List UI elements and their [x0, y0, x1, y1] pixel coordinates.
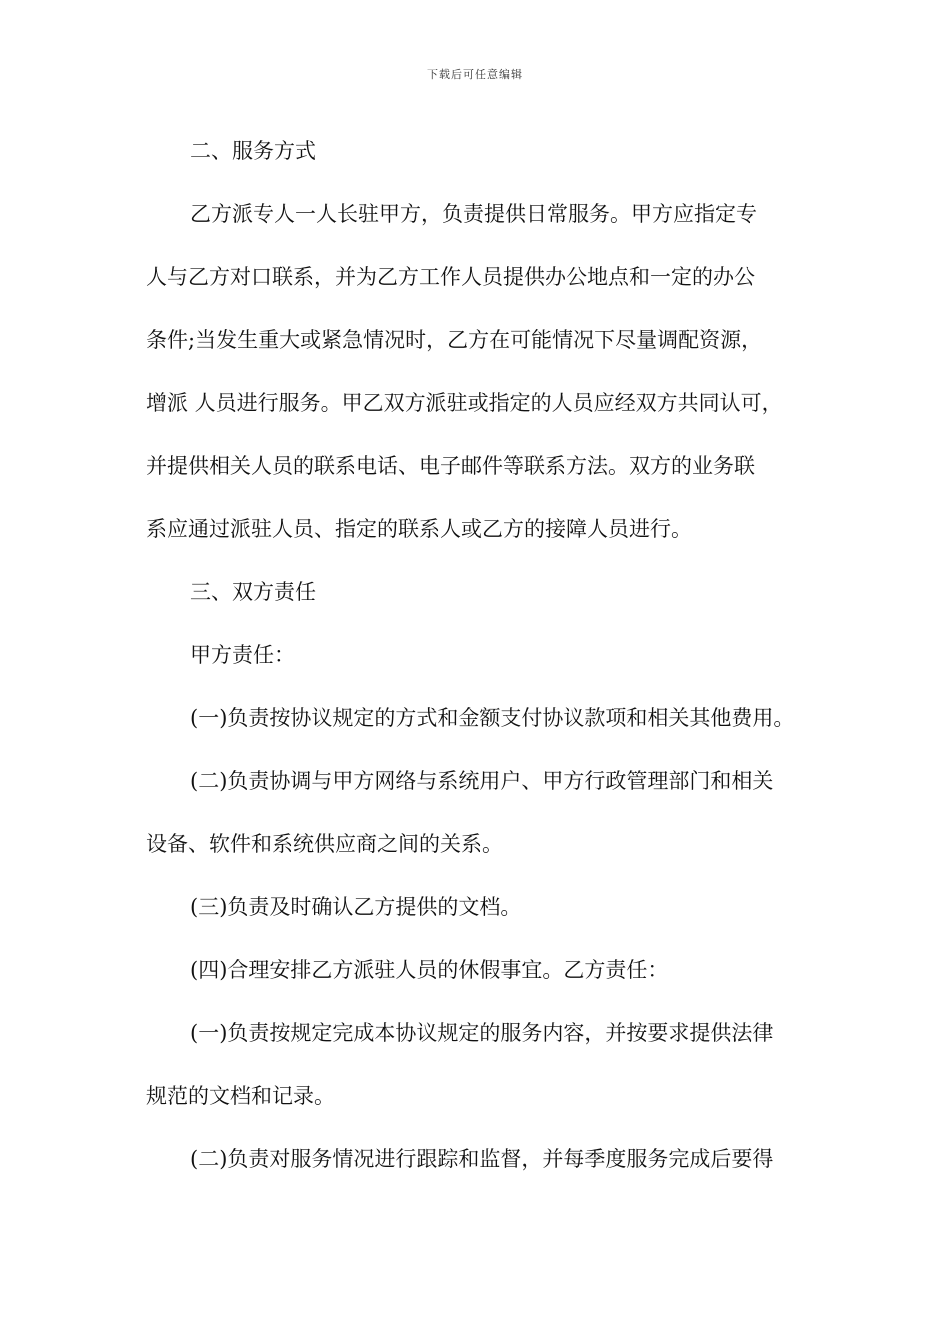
text-line: (二)负责对服务情况进行跟踪和监督，并每季度服务完成后要得: [190, 1147, 774, 1171]
text-line: (三)负责及时确认乙方提供的文档。: [190, 895, 522, 919]
section-heading: [146, 574, 826, 637]
subheading: [146, 637, 826, 700]
list-item: [146, 952, 826, 1015]
section-heading: [146, 133, 826, 196]
list-item: [146, 1141, 826, 1204]
text-line: (二)负责协调与甲方网络与系统用户、甲方行政管理部门和相关: [190, 769, 774, 793]
list-item: [146, 700, 826, 763]
document-body: [146, 133, 826, 1204]
paragraph: [146, 196, 826, 574]
text-line: (一)负责按协议规定的方式和金额支付协议款项和相关其他费用。: [190, 706, 795, 730]
text-line: 人与乙方对口联系，并为乙方工作人员提供办公地点和一定的办公: [146, 265, 755, 289]
text-line: 系应通过派驻人员、指定的联系人或乙方的接障人员进行。: [146, 517, 692, 541]
text-line: 规范的文档和记录。: [146, 1084, 335, 1108]
text-line: 并提供相关人员的联系电话、电子邮件等联系方法。双方的业务联: [146, 454, 755, 478]
text-line: 设备、软件和系统供应商之间的关系。: [146, 832, 503, 856]
text-line: 二、服务方式: [190, 139, 316, 163]
text-line: (一)负责按规定完成本协议规定的服务内容，并按要求提供法律: [190, 1021, 774, 1045]
text-line: 三、双方责任: [190, 580, 316, 604]
list-item: [146, 889, 826, 952]
page-header: 下载后可任意编辑: [427, 68, 523, 81]
text-line: (四)合理安排乙方派驻人员的休假事宜。乙方责任：: [190, 958, 669, 982]
text-line: 乙方派专人一人长驻甲方，负责提供日常服务。甲方应指定专: [190, 202, 757, 226]
list-item: [146, 763, 826, 889]
text-line: 甲方责任：: [190, 643, 295, 667]
text-line: 增派 人员进行服务。甲乙双方派驻或指定的人员应经双方共同认可，: [146, 391, 783, 415]
text-line: 条件;当发生重大或紧急情况时，乙方在可能情况下尽量调配资源，: [146, 328, 763, 352]
list-item: [146, 1015, 826, 1141]
